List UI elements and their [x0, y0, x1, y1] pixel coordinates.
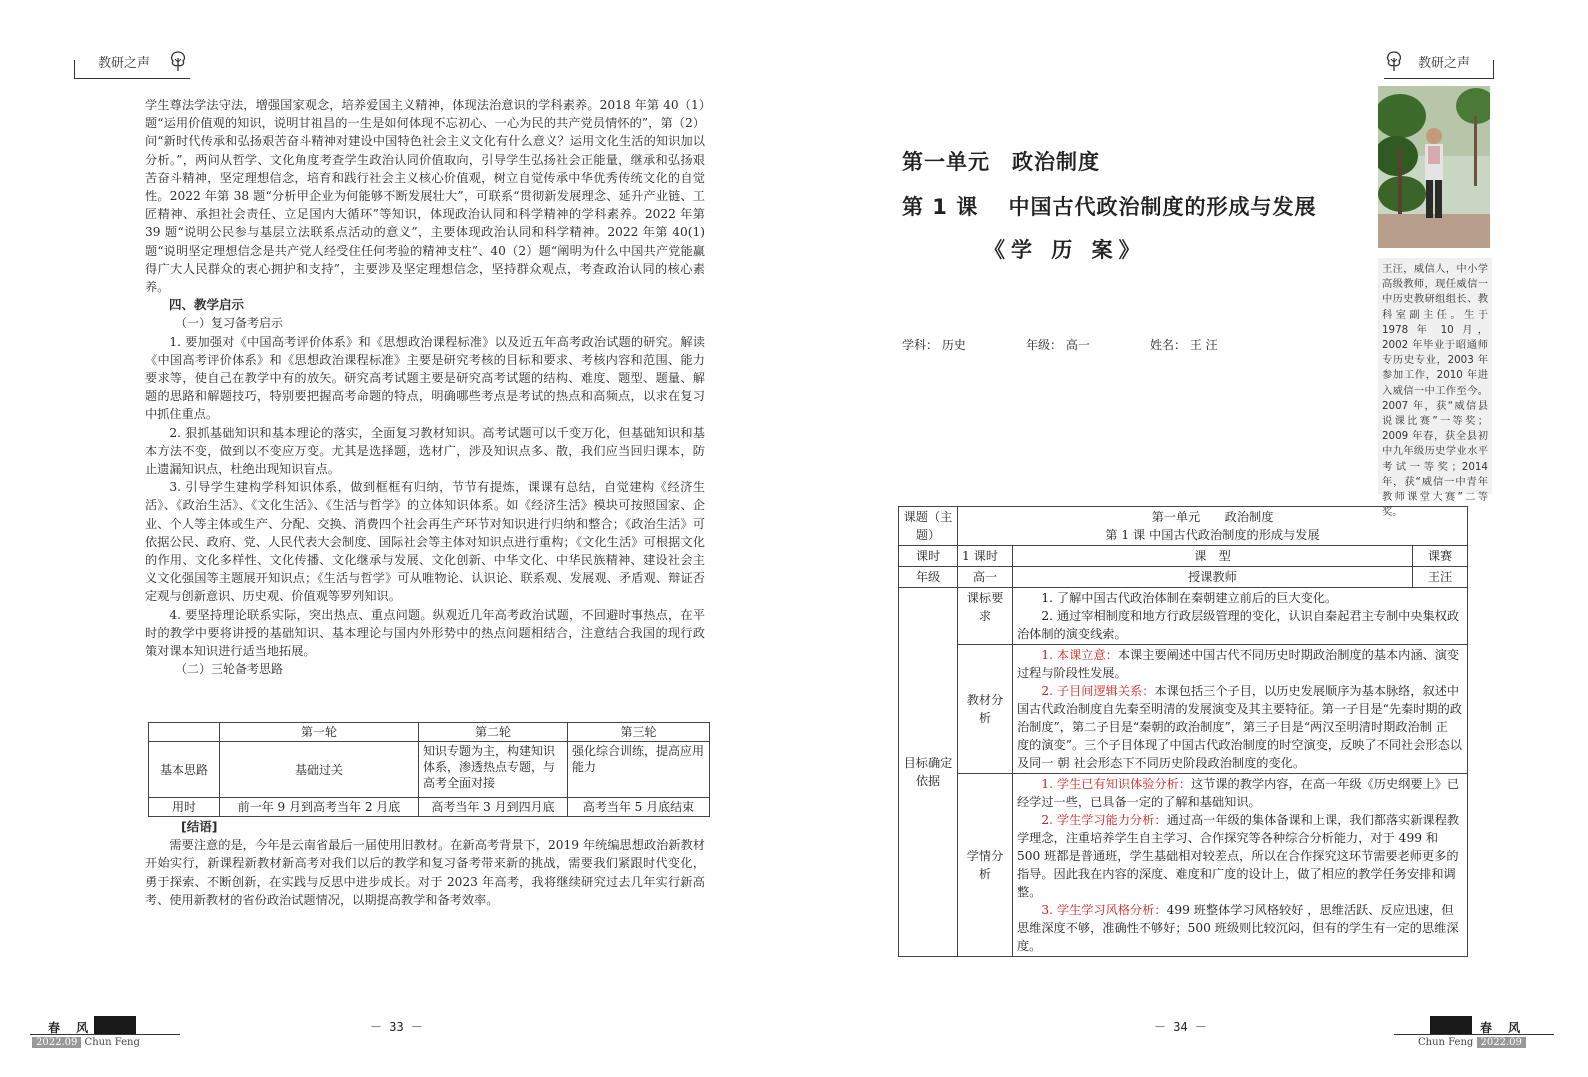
- footer-pinyin: Chun Feng: [84, 1037, 140, 1048]
- lesson-title: 第 1 课 中国古代政治制度的形成与发展: [902, 195, 1317, 219]
- students-cell: [1013, 774, 1468, 957]
- author-bio: 王汪，威信人，中小学高级教师，现任威信一中历史教研组组长、教科室副主任。生于 1978 年 10 月，2002 年毕业于昭通师专历史专业，2003 年参加工作，2010 年进入威信一中工作至今。2007 年，获“威信县说课比赛”一等奖；2009 年春，获全县初中九年级历史学业水平考试一等奖；2014 年，获“威信一中青年教师课堂大赛”二等奖。: [1378, 258, 1492, 494]
- footer-tag: [32, 1037, 140, 1048]
- table-header: 第二轮: [419, 723, 568, 742]
- footer: [794, 1016, 1588, 1066]
- table-cell: 课赛: [1413, 546, 1468, 567]
- table-cell: [149, 723, 220, 742]
- table-row-label: 目标确定依据: [899, 588, 958, 957]
- grade-value: 高一: [1065, 338, 1090, 352]
- highlight: 2. 子目间逻辑关系：: [1041, 684, 1155, 698]
- subsection-heading: （一）复习备考启示: [175, 316, 284, 331]
- tree-icon: [1384, 50, 1404, 72]
- table-header: 第三轮: [568, 723, 710, 742]
- paragraph: 1. 了解中国古代政治体制在秦朝建立前后的巨大变化。: [1041, 591, 1338, 605]
- footer-date: 2022.09: [1477, 1037, 1526, 1048]
- header-rule: [1384, 78, 1494, 79]
- author-photo: [1378, 86, 1490, 248]
- table-row-label: 用时: [149, 798, 220, 817]
- table-row-label: 课题（主题）: [899, 507, 958, 546]
- table-cell: 高一: [958, 567, 1013, 588]
- paragraph: 需要注意的是，今年是云南省最后一届使用旧教材。在新高考背景下，2019 年统编思想政治新教材开始实行，新课程新教材新高考对我们以后的教学和复习备考带来新的挑战，需要我们紧跟时代变化，勇于探索、不断创新，在实践与反思中进步成长。对于 2023 年高考，我将继续研究过去几年实行新高考、使用新教材的省份政治试题情况，以期提高教学和备考效率。: [145, 838, 705, 907]
- header-tick: [74, 60, 75, 78]
- paragraph: 4. 要坚持理论联系实际，突出热点、重点问题。纵观近几年高考政治试题，不回避时事热点，在平时的教学中要将讲授的基础知识、基本理论与国内外形势中的热点问题相结合，注意结合我国的现行政策对课本知识进行适当地拓展。: [145, 607, 705, 659]
- footer-rule: [1394, 1034, 1554, 1035]
- paragraph: 2. 狠抓基础知识和基本理论的落实，全面复习教材知识。高考试题可以千变万化，但基础知识和基本方法不变，做到以不变应万变。尤其是选择题，选材广，涉及知识点多、散，我们应当回归课本，防止遗漏知识点，杜绝出现知识盲点。: [145, 425, 705, 477]
- table-row-label: 年级: [899, 567, 958, 588]
- conclusion: [145, 818, 705, 909]
- footer: [0, 1016, 794, 1066]
- highlight: 1. 学生已有知识体验分析：: [1041, 777, 1191, 791]
- brand: 春 风: [1480, 1021, 1527, 1035]
- header-label: 教研之声: [1418, 56, 1471, 71]
- table-cell: 高考当年 5 月底结束: [568, 798, 710, 817]
- name-field: [1150, 336, 1218, 353]
- paragraph: 学生尊法学法守法，增强国家观念，培养爱国主义精神，体现法治意识的学科素养。2018 年第 40（1）题“运用价值观的知识，说明甘祖昌的一生是如何体现不忘初心、一心为民的共产党员情怀的”，第（2）问“新时代传承和弘扬艰苦奋斗精神对建设中国特色社会主义文化有什么意义？运用文化生活的知识加以分析。”，两问从哲学、文化角度考查学生政治认同价值取向，引导学生弘扬社会正能量，继承和弘扬艰苦奋斗精神，坚定理想信念，培育和践行社会主义核心价值观，树立自觉传承中华优秀传统文化的自觉性。2022 年第 38 题“分析甲企业为何能够不断发展壮大”，可联系“贯彻新发展理念、延升产业链、工匠精神、承担社会责任、立足国内大循环”等知识，体现政治认同和科学精神的学科素养。2022 年第 39 题“说明公民参与基层立法联系点活动的意义”，主要体现政治认同和科学精神。2022 年第 40(1)题“说明坚定理想信念是共产党人经受住任何考验的精神支柱”、40（2）题“阐明为什么中国共产党能赢得广大人民群众的衷心拥护和支持”，主要涉及坚定理想信念，坚持群众观点，考查政治认同的核心素养。: [145, 98, 705, 295]
- review-plan-table: [148, 722, 710, 817]
- grade-field: [1026, 336, 1090, 353]
- paragraph-text: 499 班整体学习风格较好 ，思维活跃、反应迅速，但思维深度不够，准确性不够好；500 班级则比较沉闷，但有的学生有一定的思维深度。: [1017, 903, 1459, 953]
- page-number: － 34 －: [1154, 1020, 1207, 1034]
- paragraph: [1017, 901, 1463, 955]
- paragraph: 1. 要加强对《中国高考评价体系》和《思想政治课程标准》以及近五年高考政治试题的研究。解读《中国高考评价体系》和《思想政治课程标准》主要是研究考核的目标和要求、考核内容和范围、能力要求等，使自己在教学中有的放矢。研究高考试题主要是研究高考试题的结构、难度、题型、题量、解题的思路和解题技巧，特别要把握高考命题的特点，明确哪些考点是考试的热点和高频点，以求在复习中抓住重点。: [145, 334, 705, 422]
- header-tick: [1493, 60, 1494, 78]
- table-cell: 课 型: [1013, 546, 1413, 567]
- table-cell: 知识专题为主，构建知识体系，渗透热点专题，与高考全面对接: [419, 742, 568, 798]
- case-title: 《学 历 案》: [984, 238, 1146, 262]
- paragraph: 2. 通过宰相制度和地方行政层级管理的变化，认识自秦起君主专制中央集权政治体制的演变线索。: [1017, 609, 1460, 641]
- lesson-table: [898, 506, 1468, 957]
- materials-cell: [1013, 645, 1468, 774]
- footer-block: [94, 1016, 136, 1034]
- left-body: [145, 96, 705, 679]
- paragraph-text: 通过高一年级的集体备课和上课，我们都落实新课程教学理念，注重培养学生自主学习、合作探究等各种综合分析能力，对于 499 和 500 班都是普通班，学生基础相对较差点，所以在合作探究这环节需要老师更多的指导。因此我在内容的深度、难度和广度的设计上，做了相应的教学任务安排和调整。: [1017, 813, 1460, 899]
- footer-block: [1430, 1016, 1472, 1034]
- table-row-label: 基本思路: [149, 742, 220, 798]
- table-header: 第一轮: [220, 723, 419, 742]
- table-row-label: 课标要求: [958, 588, 1013, 645]
- paragraph: [1017, 775, 1463, 811]
- table-cell: 基础过关: [220, 742, 419, 798]
- table-row-label: 教材分析: [958, 645, 1013, 774]
- page-number: － 33 －: [370, 1020, 423, 1034]
- paragraph-text: 这节课的教学内容，在高一年级《历史纲要上》已经学过一些，已具备一定的了解和基础知识。: [1017, 777, 1460, 809]
- paragraph-text: 本课包括三个子目，以历史发展顺序为基本脉络，叙述中国古代政治制度自先秦至明清的发展演变及其主要特征。第一子目是“先秦时期的政治制度”，第二子目是“秦朝的政治制度”，第三子目是“两汉至明清时期政治制 正 度的演变”。三个子目体现了中国古代政治制度的时空演变，反映了不同社会形态以及同一 朝 社会形态下不同历史阶段政治制度的变化。: [1017, 684, 1462, 770]
- paragraph: [1017, 682, 1463, 772]
- topic-line: 第 1 课 中国古代政治制度的形成与发展: [1105, 528, 1320, 542]
- highlight: 2. 学生学习能力分析：: [1041, 813, 1167, 827]
- conclusion-title: [结语]: [181, 819, 218, 834]
- paragraph: [1017, 811, 1463, 901]
- paragraph-text: 本课主要阐述中国古代不同历史时期政治制度的基本内涵、演变过程与阶段性发展。: [1017, 648, 1460, 680]
- table-cell: 前一年 9 月到高考当年 2 月底: [220, 798, 419, 817]
- header-rule: [74, 78, 190, 79]
- subject-label: 学科：: [902, 338, 939, 352]
- table-cell: 授课教师: [1013, 567, 1413, 588]
- tree-icon: [168, 50, 188, 72]
- highlight: 1. 本课立意：: [1041, 648, 1118, 662]
- topic-cell: [958, 507, 1468, 546]
- table-row-label: 学情分析: [958, 774, 1013, 957]
- highlight: 3. 学生学习风格分析：: [1041, 903, 1167, 917]
- table-row-label: 课时: [899, 546, 958, 567]
- subsection-heading: （二）三轮备考思路: [175, 662, 284, 677]
- footer-tag: [1418, 1037, 1526, 1048]
- grade-label: 年级：: [1026, 338, 1063, 352]
- header-label: 教研之声: [98, 56, 151, 71]
- name-value: 王 汪: [1189, 338, 1218, 352]
- table-cell: 1 课时: [958, 546, 1013, 567]
- footer-date: 2022.09: [32, 1037, 81, 1048]
- footer-pinyin: Chun Feng: [1418, 1037, 1474, 1048]
- table-cell: 高考当年 3 月到四月底: [419, 798, 568, 817]
- unit-title: 第一单元 政治制度: [902, 150, 1100, 174]
- right-page: [794, 0, 1588, 1077]
- footer-rule: [30, 1034, 180, 1035]
- table-cell: 王汪: [1413, 567, 1468, 588]
- paragraph: 3. 引导学生建构学科知识体系，做到框框有归纳，节节有提炼，课课有总结，自觉建构《经济生活》、《政治生活》、《文化生活》、《生活与哲学》的立体知识体系。如《经济生活》模块可按照国家、企业、个人等主体或生产、分配、交换、消费四个社会再生产环节对知识进行归纳和整合；《政治生活》可依据公民、政府、党、人民代表大会制度、国际社会等主体对知识点进行重构；《文化生活》可根据文化的作用、文化多样性、文化传播、文化继承与发展、文化创新、中华文化、中华民族精神、建设社会主义文化强国等主题展开知识点；《生活与哲学》可从唯物论、认识论、联系观、发展观、矛盾观、辩证否定观与创新意识、历史观、价值观等罗列知识。: [145, 480, 705, 604]
- subject-field: [902, 336, 966, 353]
- section-heading: 四、教学启示: [169, 297, 245, 313]
- brand: 春 风: [48, 1021, 95, 1035]
- paragraph: [1017, 646, 1463, 682]
- subject-value: 历史: [941, 338, 966, 352]
- table-cell: 强化综合训练，提高应用能力: [568, 742, 710, 798]
- name-label: 姓名：: [1150, 338, 1187, 352]
- topic-line: 第一单元 政治制度: [1151, 510, 1274, 524]
- standards-cell: [1013, 588, 1468, 645]
